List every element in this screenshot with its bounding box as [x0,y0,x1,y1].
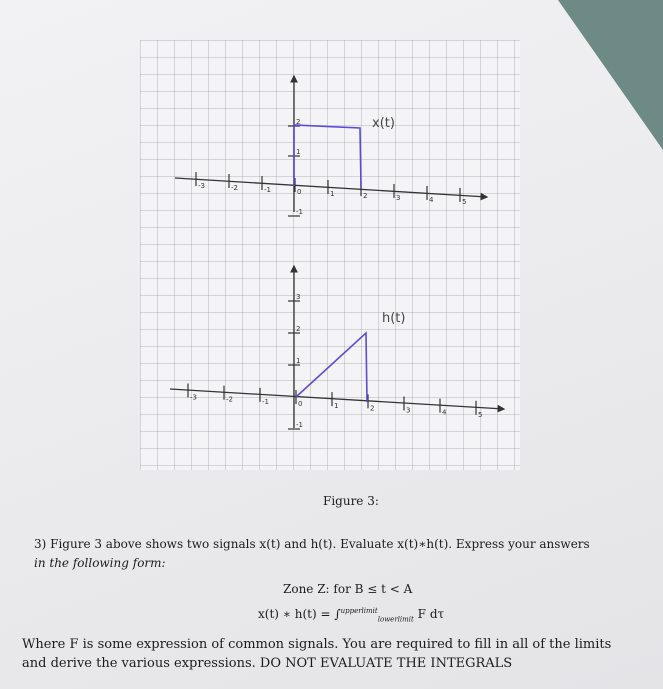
instruction-line-2: and derive the various expressions. DO NOT EVALUATE THE INTEGRALS [22,656,513,671]
y-ticks-top [288,118,303,216]
top-xtick-label: -2 [231,184,238,193]
x-ticks-bottom [188,384,482,419]
lower-limit: lowerlimit [377,615,414,624]
bottom-xtick-label: -1 [262,397,269,406]
top-xtick-label: -3 [198,182,205,191]
bottom-xtick-label: -3 [190,393,197,402]
x-ticks-top [196,172,466,206]
top-xtick-label: 2 [363,191,368,200]
top-ytick-label: 1 [296,148,301,156]
bottom-xtick-label: 0 [298,400,303,408]
bottom-xtick-label: 2 [370,404,375,413]
upper-limit: upperlimit [340,607,378,615]
bottom-xtick-label: 5 [478,410,483,419]
bottom-ytick-label: 1 [296,357,301,365]
label-h: h(t) [382,311,406,326]
top-xtick-label: 4 [429,195,434,204]
question-line-1: 3) Figure 3 above shows two signals x(t) and h(t). Evaluate x(t)∗h(t). Express your answers [34,537,590,551]
top-xtick-label: 1 [330,189,335,198]
bottom-xtick-label: -2 [226,395,233,404]
question-line-2: in the following form: [34,556,166,570]
figure-caption: Figure 3: [323,494,379,508]
formula-lhs: x(t) ∗ h(t) = ∫ [258,607,341,621]
plot-x [175,76,487,216]
formula-rhs: F dτ [417,607,445,621]
top-xtick-label: -1 [264,186,271,195]
bottom-ytick-label: 2 [296,325,301,333]
top-xtick-label: 5 [462,197,467,206]
top-ytick-label: -1 [296,208,303,216]
signal-h [296,333,367,402]
signal-x [294,125,361,188]
top-xtick-label: 0 [297,188,302,196]
top-xtick-label: 3 [396,193,401,202]
bottom-xtick-label: 3 [406,406,411,415]
top-ytick-label: 2 [296,118,301,126]
bottom-xtick-label: 4 [442,408,447,417]
instruction-line-1: Where F is some expression of common signals. You are required to fill in all of the limits [22,637,612,652]
label-x: x(t) [372,116,395,131]
convolution-formula [258,607,444,623]
bottom-xtick-label: 1 [334,402,339,411]
bottom-ytick-label: -1 [296,421,303,429]
y-ticks-bottom [288,293,303,429]
bottom-ytick-label: 3 [296,293,301,301]
zone-definition: Zone Z: for B ≤ t < A [283,582,413,596]
plot-h [170,266,504,429]
